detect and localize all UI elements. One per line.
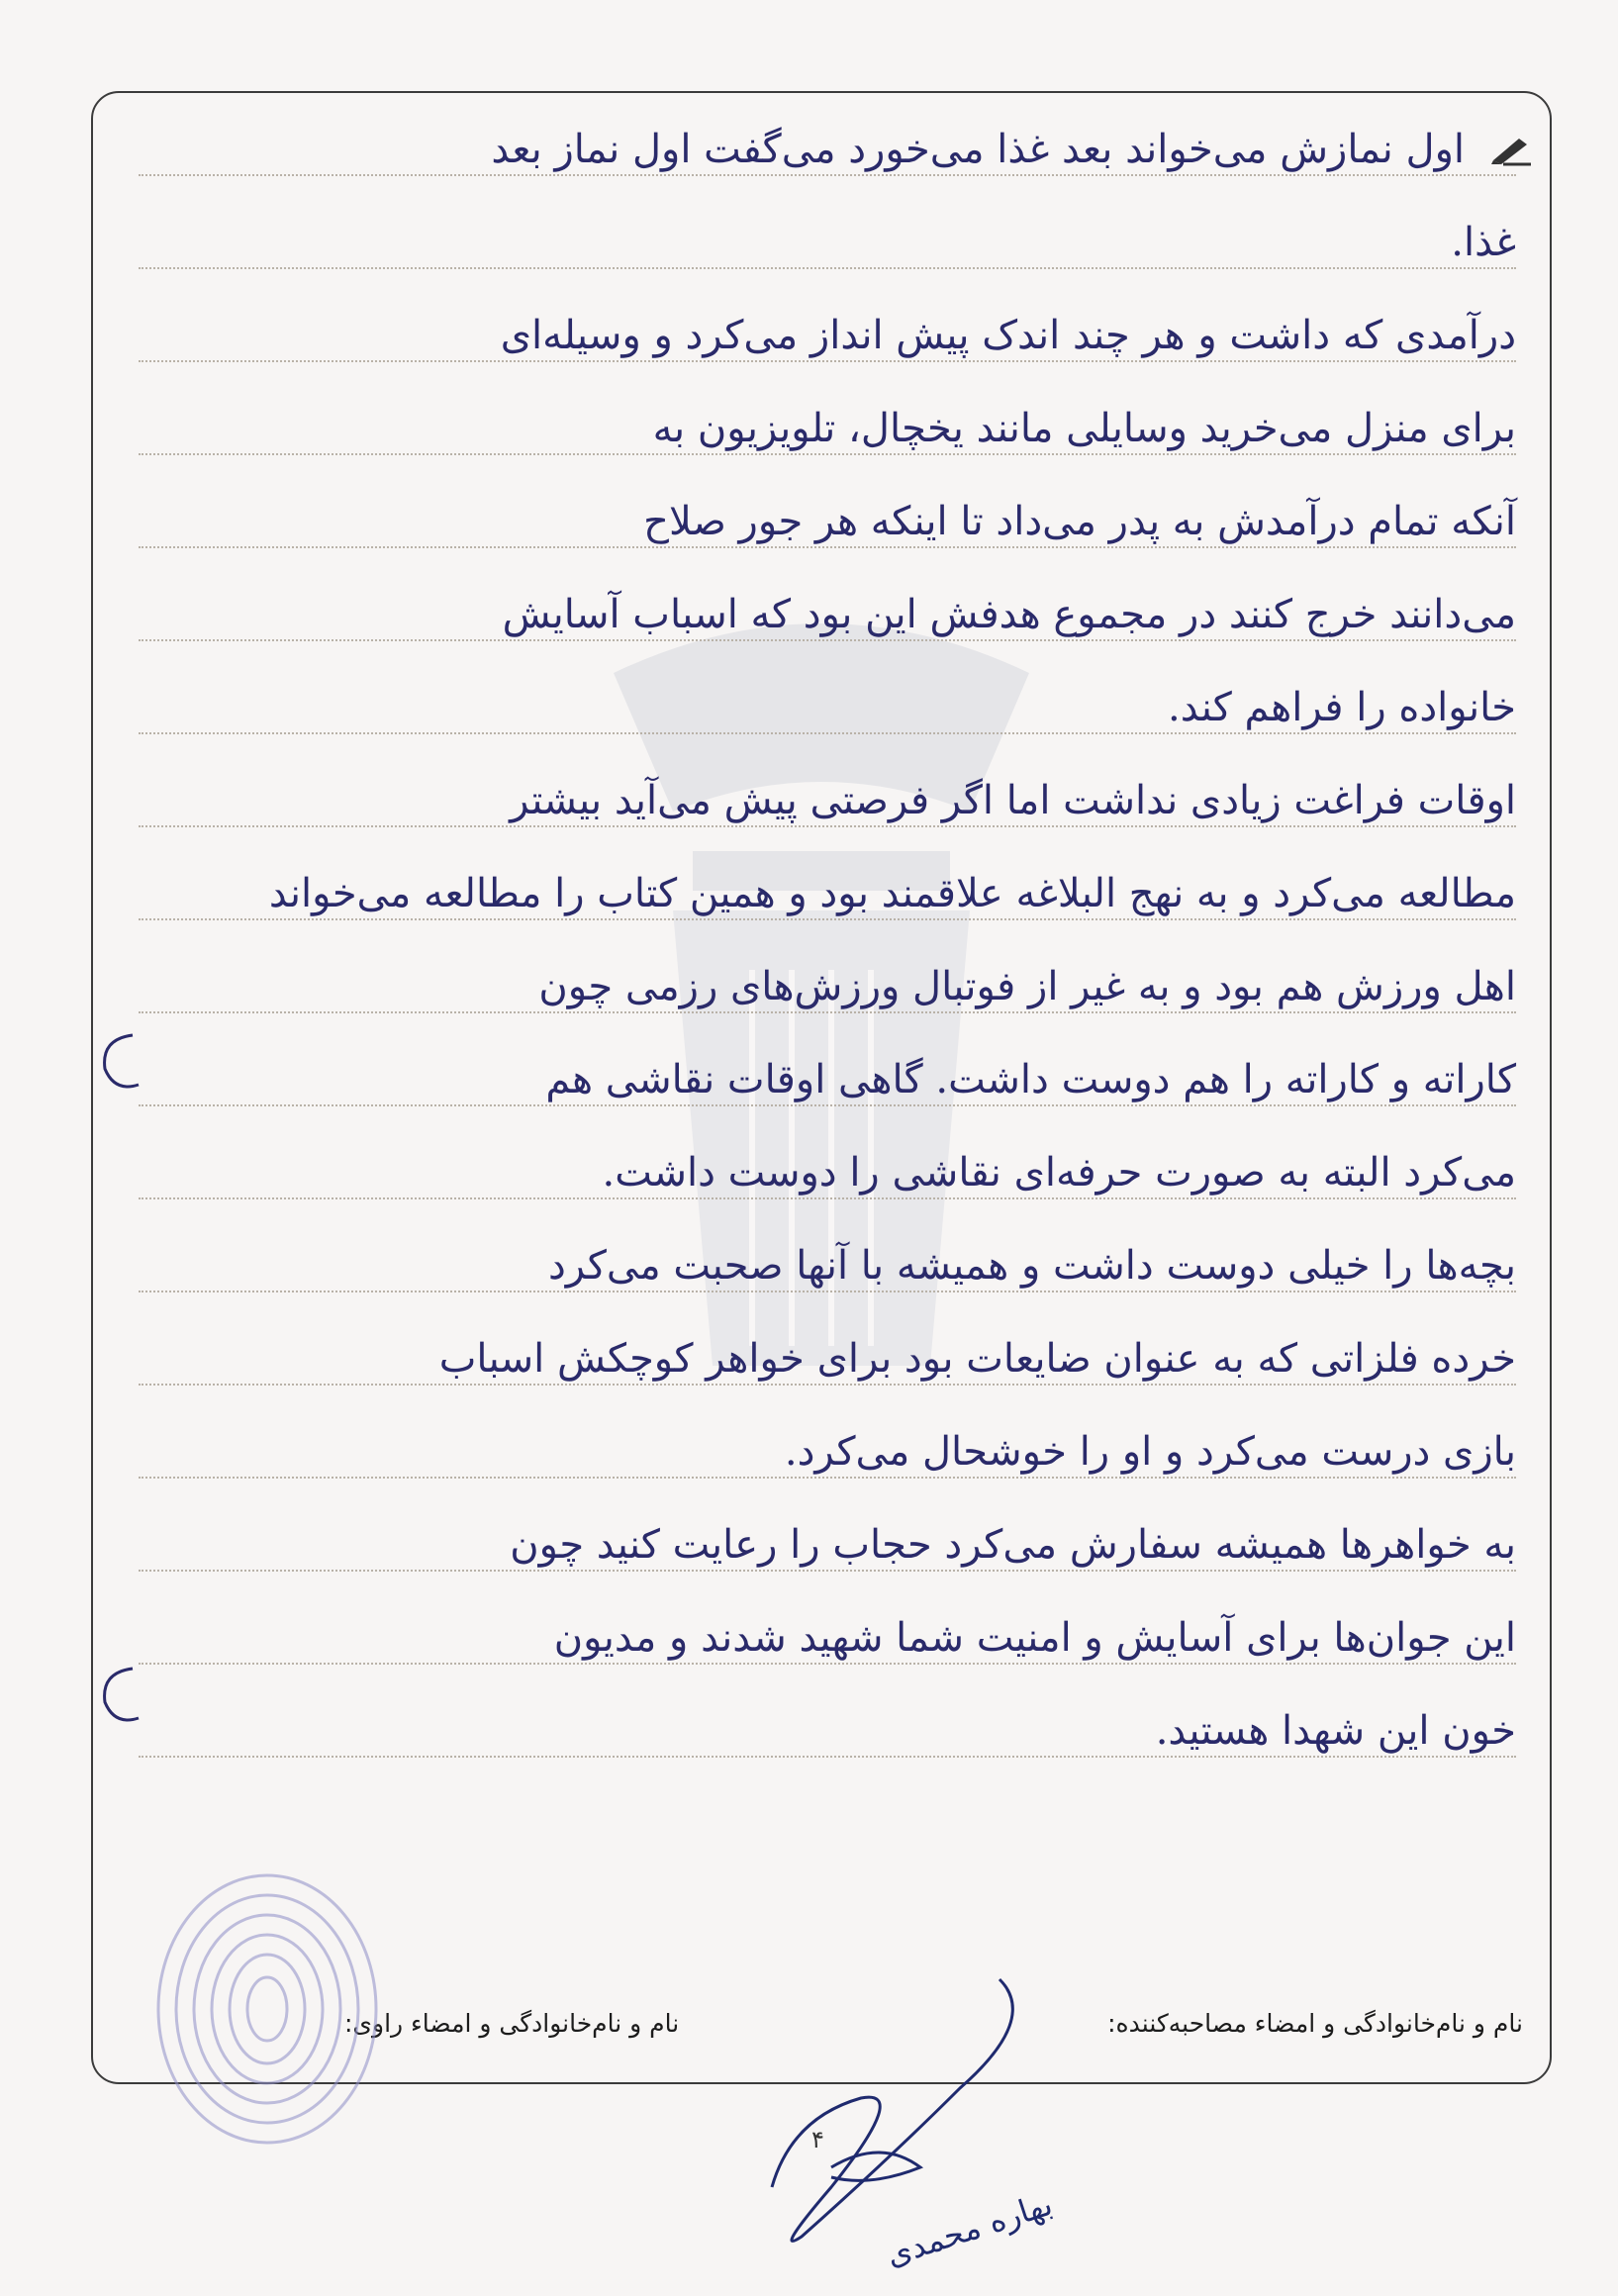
circle-mark	[95, 1029, 164, 1099]
line-text: خون این شهدا هستید.	[1155, 1708, 1516, 1754]
dotted-rule	[139, 174, 1516, 176]
text-line	[139, 188, 1516, 283]
text-line	[139, 932, 1516, 1027]
text-line	[139, 95, 1516, 190]
text-line	[139, 1025, 1516, 1120]
line-text: به خواهرها همیشه سفارش می‌کرد حجاب را رعایت کنید چون	[510, 1522, 1516, 1568]
signature-image	[713, 1940, 1069, 2296]
dotted-rule	[139, 360, 1516, 362]
dotted-rule	[139, 1477, 1516, 1479]
dotted-rule	[139, 267, 1516, 269]
line-text: می‌دانند خرج کنند در مجموع هدفش این بود که اسباب آسایش	[502, 592, 1516, 637]
dotted-rule	[139, 918, 1516, 920]
line-text: خانواده را فراهم کند.	[1167, 685, 1516, 730]
circle-mark	[95, 1663, 164, 1732]
dotted-rule	[139, 1570, 1516, 1572]
dotted-rule	[139, 1104, 1516, 1106]
dotted-rule	[139, 825, 1516, 827]
dotted-rule	[139, 1663, 1516, 1665]
page-number: ۴	[811, 2126, 824, 2153]
text-line	[139, 839, 1516, 934]
line-text: برای منزل می‌خرید وسایلی مانند یخچال، تلویزیون به	[652, 406, 1516, 451]
text-line	[139, 281, 1516, 376]
dotted-rule	[139, 1011, 1516, 1013]
line-text: بچه‌ها را خیلی دوست داشت و همیشه با آنها صحبت می‌کرد	[547, 1243, 1516, 1289]
text-line	[139, 746, 1516, 841]
svg-text:بهاره محمدی: بهاره محمدی	[881, 2184, 1057, 2274]
line-text: غذا.	[1451, 220, 1516, 265]
text-line	[139, 1304, 1516, 1399]
dotted-rule	[139, 639, 1516, 641]
dotted-rule	[139, 453, 1516, 455]
text-line	[139, 374, 1516, 469]
interviewer-signature-label: نام و نام‌خانوادگی و امضاء مصاحبه‌کننده:	[1107, 2009, 1523, 2038]
line-text: اول نمازش می‌خواند بعد غذا می‌خورد می‌گفت اول نماز بعد	[491, 127, 1465, 172]
dotted-rule	[139, 1291, 1516, 1292]
line-text: مطالعه می‌کرد و به نهج البلاغه علاقمند بود و همین کتاب را مطالعه می‌خواند	[268, 871, 1516, 916]
dotted-rule	[139, 732, 1516, 734]
text-line	[139, 1211, 1516, 1306]
text-line	[139, 1583, 1516, 1678]
line-text: اوقات فراغت زیادی نداشت اما اگر فرصتی پیش می‌آید بیشتر	[510, 778, 1516, 823]
dotted-rule	[139, 1197, 1516, 1199]
text-line	[139, 1397, 1516, 1492]
dotted-rule	[139, 546, 1516, 548]
line-text: این جوان‌ها برای آسایش و امنیت شما شهید شدند و مدیون	[553, 1615, 1516, 1661]
fingerprint-mark	[139, 1861, 396, 2157]
text-line	[139, 1118, 1516, 1213]
line-text: بازی درست می‌کرد و او را خوشحال می‌کرد.	[784, 1429, 1516, 1475]
line-text: آنکه تمام درآمدش به پدر می‌داد تا اینکه هر جور صلاح	[643, 499, 1516, 544]
line-text: کاراته و کاراته را هم دوست داشت. گاهی اوقات نقاشی هم	[545, 1057, 1516, 1102]
text-line	[139, 560, 1516, 655]
text-line	[139, 1490, 1516, 1585]
line-text: اهل ورزش هم بود و به غیر از فوتبال ورزش‌های رزمی چون	[538, 964, 1516, 1009]
text-line	[139, 1676, 1516, 1771]
narrator-signature-label: نام و نام‌خانوادگی و امضاء راوی:	[344, 2009, 680, 2038]
dotted-rule	[139, 1756, 1516, 1758]
line-text: خرده فلزاتی که به عنوان ضایعات بود برای خواهر کوچکش اسباب	[438, 1336, 1516, 1382]
dotted-rule	[139, 1384, 1516, 1386]
text-line	[139, 467, 1516, 562]
line-text: درآمدی که داشت و هر چند اندک پیش انداز می‌کرد و وسیله‌ای	[500, 313, 1516, 358]
line-text: می‌کرد البته به صورت حرفه‌ای نقاشی را دوست داشت.	[602, 1150, 1516, 1196]
text-line	[139, 653, 1516, 748]
